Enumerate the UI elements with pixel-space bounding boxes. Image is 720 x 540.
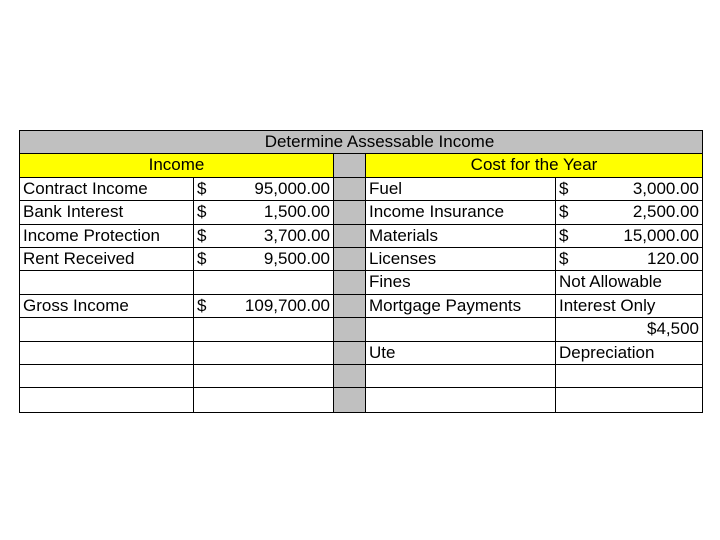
cost-currency: $ xyxy=(559,202,569,222)
cost-currency: $ xyxy=(559,178,569,198)
income-amount-cell[interactable] xyxy=(194,271,334,293)
cost-amount-cell[interactable] xyxy=(556,201,702,223)
income-amount: 95,000.00 xyxy=(254,178,330,198)
cost-header[interactable]: Cost for the Year xyxy=(470,155,598,175)
cost-amount-cell[interactable] xyxy=(556,178,702,200)
cost-label-cell[interactable]: Licenses xyxy=(366,248,556,270)
table-row xyxy=(20,201,702,224)
separator-column xyxy=(334,365,366,387)
income-amount-cell[interactable] xyxy=(194,248,334,270)
table-title-cell[interactable] xyxy=(20,131,702,153)
cost-amount-cell[interactable] xyxy=(556,365,702,387)
spreadsheet-table xyxy=(19,130,703,413)
income-amount-cell[interactable] xyxy=(194,295,334,317)
income-label-cell[interactable] xyxy=(20,271,194,293)
separator-column xyxy=(334,318,366,340)
separator-column xyxy=(334,271,366,293)
separator-column xyxy=(334,225,366,247)
cost-label-cell[interactable]: Fines xyxy=(366,271,556,293)
income-label-cell[interactable] xyxy=(20,318,194,340)
cost-label-cell[interactable] xyxy=(366,365,556,387)
table-row xyxy=(20,365,702,388)
income-amount-cell[interactable] xyxy=(194,388,334,411)
cost-note: Not Allowable xyxy=(559,272,663,292)
title-row xyxy=(20,131,702,154)
cost-currency: $ xyxy=(559,248,569,268)
income-label-cell[interactable]: Income Protection xyxy=(20,225,194,247)
table-title: Determine Assessable Income xyxy=(264,132,495,151)
income-currency: $ xyxy=(197,178,207,198)
income-label-cell[interactable]: Rent Received xyxy=(20,248,194,270)
cost-label-cell[interactable]: Materials xyxy=(366,225,556,247)
income-currency: $ xyxy=(197,225,207,245)
cost-label-cell[interactable] xyxy=(366,318,556,340)
table-body xyxy=(20,178,702,412)
table-row xyxy=(20,388,702,411)
cost-amount-cell[interactable] xyxy=(556,225,702,247)
cost-note: Interest Only xyxy=(559,295,656,315)
income-amount: 1,500.00 xyxy=(263,202,330,222)
separator-column xyxy=(334,178,366,200)
cost-amount-cell[interactable] xyxy=(556,318,702,340)
income-amount-cell[interactable] xyxy=(194,342,334,364)
income-amount-cell[interactable] xyxy=(194,201,334,223)
table-row xyxy=(20,342,702,365)
cost-amount-cell[interactable] xyxy=(556,342,702,364)
income-amount-cell[interactable] xyxy=(194,318,334,340)
income-label-cell[interactable]: Gross Income xyxy=(20,295,194,317)
cost-label-cell[interactable]: Fuel xyxy=(366,178,556,200)
income-amount: 3,700.00 xyxy=(263,225,330,245)
cost-note: Depreciation xyxy=(559,342,655,362)
income-amount-cell[interactable] xyxy=(194,178,334,200)
income-amount-cell[interactable] xyxy=(194,365,334,387)
header-row xyxy=(20,154,702,177)
cost-note: $4,500 xyxy=(647,319,699,339)
income-label-cell[interactable]: Bank Interest xyxy=(20,201,194,223)
separator-column xyxy=(334,201,366,223)
cost-label-cell[interactable] xyxy=(366,388,556,411)
cost-amount-cell[interactable] xyxy=(556,248,702,270)
cost-amount-cell[interactable] xyxy=(556,271,702,293)
table-row xyxy=(20,248,702,271)
income-label-cell[interactable] xyxy=(20,365,194,387)
cost-label-cell[interactable]: Mortgage Payments xyxy=(366,295,556,317)
income-amount: 109,700.00 xyxy=(244,295,330,315)
cost-amount: 2,500.00 xyxy=(632,202,699,222)
separator-column xyxy=(334,248,366,270)
table-row xyxy=(20,271,702,294)
table-row xyxy=(20,225,702,248)
income-label-cell[interactable] xyxy=(20,342,194,364)
cost-amount-cell[interactable] xyxy=(556,295,702,317)
income-currency: $ xyxy=(197,295,207,315)
table-row xyxy=(20,178,702,201)
income-label-cell[interactable] xyxy=(20,388,194,411)
table-row xyxy=(20,295,702,318)
cost-amount: 15,000.00 xyxy=(623,225,699,245)
cost-amount: 120.00 xyxy=(647,248,699,268)
cost-label-cell[interactable]: Ute xyxy=(366,342,556,364)
income-label-cell[interactable]: Contract Income xyxy=(20,178,194,200)
cost-amount-cell[interactable] xyxy=(556,388,702,411)
separator-column xyxy=(334,154,366,176)
income-currency: $ xyxy=(197,202,207,222)
separator-column xyxy=(334,342,366,364)
separator-column xyxy=(334,295,366,317)
separator-column xyxy=(334,388,366,411)
table-row xyxy=(20,318,702,341)
income-amount: 9,500.00 xyxy=(263,248,330,268)
cost-currency: $ xyxy=(559,225,569,245)
income-header[interactable]: Income xyxy=(20,154,334,176)
income-currency: $ xyxy=(197,248,207,268)
cost-label-cell[interactable]: Income Insurance xyxy=(366,201,556,223)
income-amount-cell[interactable] xyxy=(194,225,334,247)
cost-amount: 3,000.00 xyxy=(632,178,699,198)
